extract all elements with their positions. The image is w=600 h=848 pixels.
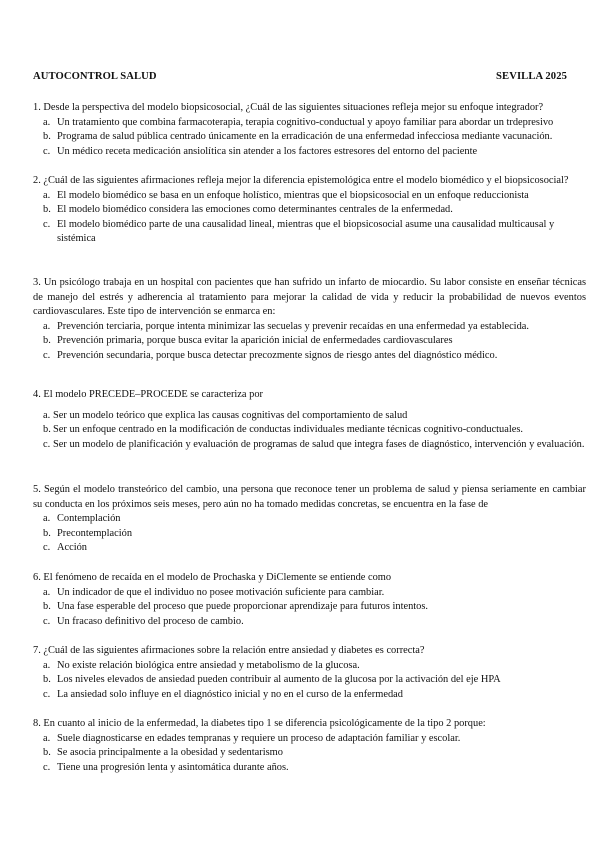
option-text: El modelo biomédico parte de una causalidad lineal, mientras que el biopsicosocial asume una causalidad multicausal y sistémica [57,218,555,245]
question-5 [33,483,586,556]
option-text: La ansiedad solo influye en el diagnóstico inicial y no en el curso de la enfermedad [57,688,403,700]
option-letter: c. [43,761,51,773]
question-8 [33,717,586,775]
option-letter: a. [43,189,51,201]
question-1 [33,101,586,159]
answer-option [43,409,586,424]
question-stem: 7. ¿Cuál de las siguientes afirmaciones sobre la relación entre ansiedad y diabetes es correcta? [33,645,425,656]
option-text: Ser un enfoque centrado en la modificación de conductas individuales mediante técnicas cognitivo-conductuales. [53,424,524,436]
question-stem: 6. El fenómeno de recaída en el modelo de Prochaska y DiClemente se entiende como [33,572,392,583]
answer-option [43,512,586,527]
option-text: Ser un modelo de planificación y evaluación de programas de salud que integra fases de diagnóstico, intervención y evaluación. [53,438,585,450]
question-stem: 4. El modelo PRECEDE–PROCEDE se caracteriza por [33,389,263,400]
option-letter: c. [43,542,51,554]
option-letter: c. [43,688,51,700]
option-letter: b. [43,674,51,686]
option-text: Una fase esperable del proceso que puede proporcionar aprendizaje para futuros intentos. [57,601,429,613]
answer-option [43,673,586,688]
option-text: Un tratamiento que combina farmacoterapia, terapia cognitivo-conductual y apoyo familiar para abordar un trdepresivo [57,116,554,128]
question-6 [33,571,586,629]
option-letter: b. [43,131,51,143]
option-text: El modelo biomédico se basa en un enfoque holístico, mientras que el biopsicosocial en un enfoque reduccionista [57,189,529,201]
option-text: Tiene una progresión lenta y asintomática durante años. [57,761,289,773]
option-letter: b. [43,747,51,759]
answer-option [43,746,586,761]
answer-option [43,334,586,349]
question-stem: 2. ¿Cuál de las siguientes afirmaciones refleja mejor la diferencia epistemológica entre el modelo biomédico y el biopsicosocial? [33,175,569,186]
answer-option [43,189,586,204]
option-letter: c. [43,615,51,627]
answer-option [43,116,586,131]
question-stem: 1. Desde la perspectiva del modelo biopsicosocial, ¿Cuál de las siguientes situaciones refleja mejor su enfoque integrador? [33,102,544,113]
question-7 [33,644,586,702]
option-letter: c. [43,438,51,450]
answer-option [43,130,586,145]
answer-option [43,145,586,160]
option-letter: a. [43,732,51,744]
answer-option [43,732,586,747]
answer-option [43,541,586,556]
option-text: Un fracaso definitivo del proceso de cambio. [57,615,244,627]
option-letter: a. [43,586,51,598]
option-text: Prevención terciaria, porque intenta minimizar las secuelas y prevenir recaídas en una enfermedad ya establecida. [57,320,529,332]
answer-option [43,688,586,703]
option-letter: a. [43,409,51,421]
option-text: El modelo biomédico considera las emociones como determinantes centrales de la enfermedad. [57,204,453,216]
question-2 [33,174,586,247]
option-letter: b. [43,204,51,216]
option-letter: a. [43,320,51,332]
answer-option [43,423,586,438]
option-text: Los niveles elevados de ansiedad pueden contribuir al aumento de la glucosa por la activación del eje HPA [57,674,501,686]
option-text: Prevención secundaria, porque busca detectar precozmente signos de riesgo antes del diagnóstico médico. [57,349,498,361]
option-text: Programa de salud pública centrado únicamente en la erradicación de una enfermedad infecciosa mediante vacunación. [57,131,553,143]
option-text: Precontemplación [57,527,133,539]
question-4 [33,388,586,452]
header-title: AUTOCONTROL SALUD [33,71,157,82]
option-letter: b. [43,424,51,436]
page-header [33,70,567,85]
answer-option [43,586,586,601]
answer-option [43,761,586,776]
option-letter: b. [43,601,51,613]
option-text: No existe relación biológica entre ansiedad y metabolismo de la glucosa. [57,659,360,671]
answer-option [43,218,586,247]
answer-option [43,600,586,615]
option-letter: c. [43,145,51,157]
option-text: Un indicador de que el individuo no posee motivación suficiente para cambiar. [57,586,385,598]
option-text: Suele diagnosticarse en edades tempranas y requiere un proceso de adaptación familiar y escolar. [57,732,461,744]
question-3 [33,276,586,364]
question-stem: 5. Según el modelo transteórico del cambio, una persona que reconoce tener un problema de salud y piensa seriamente en cambiar su conducta en los próximos seis meses, pero aún no ha tomado medidas concretas, se encuentra en la fase de [33,484,586,510]
header-location-year: SEVILLA 2025 [496,71,567,82]
question-stem: 8. En cuanto al inicio de la enfermedad, la diabetes tipo 1 se diferencia psicológicamente de la tipo 2 porque: [33,718,486,729]
option-text: Se asocia principalmente a la obesidad y sedentarismo [57,747,283,759]
option-letter: b. [43,527,51,539]
option-text: Un médico receta medicación ansiolítica sin atender a los factores estresores del entorno del paciente [57,145,478,157]
answer-option [43,438,586,453]
answer-option [43,659,586,674]
option-letter: b. [43,335,51,347]
option-text: Contemplación [57,513,121,525]
answer-option [43,203,586,218]
option-letter: c. [43,349,51,361]
option-letter: c. [43,218,51,230]
answer-option [43,320,586,335]
option-letter: a. [43,513,51,525]
option-text: Acción [57,542,88,554]
answer-option [43,349,586,364]
option-letter: a. [43,659,51,671]
option-text: Prevención primaria, porque busca evitar la aparición inicial de enfermedades cardiovasculares [57,335,453,347]
answer-option [43,527,586,542]
answer-option [43,615,586,630]
question-stem: 3. Un psicólogo trabaja en un hospital con pacientes que han sufrido un infarto de miocardio. Su labor consiste en enseñar técnicas de manejo del estrés y adherencia al tratamiento para mejorar la calidad de vida y reducir la probabilidad de nuevos eventos cardiovasculares. Este tipo de intervención se enmarca en: [33,277,586,318]
option-letter: a. [43,116,51,128]
option-text: Ser un modelo teórico que explica las causas cognitivas del comportamiento de salud [53,409,408,421]
